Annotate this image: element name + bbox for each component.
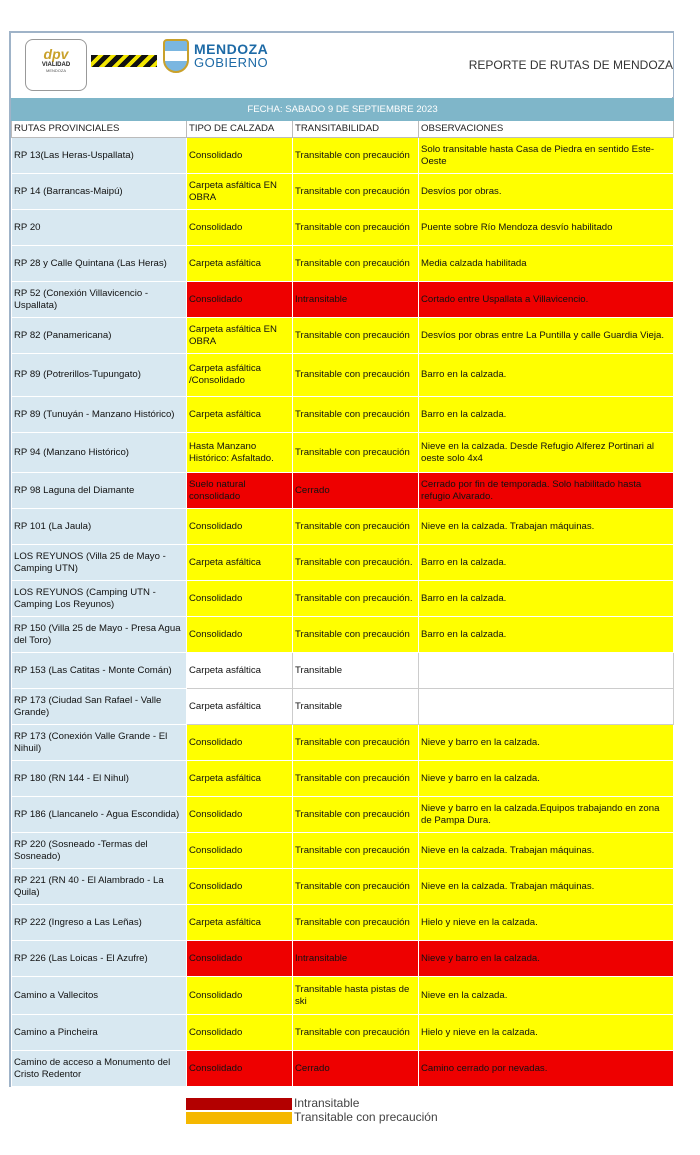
type-cell: Carpeta asfáltica EN OBRA [187, 318, 293, 354]
table-row [12, 689, 674, 725]
route-cell: RP 153 (Las Catitas - Monte Comán) [12, 653, 187, 689]
type-cell: Carpeta asfáltica [187, 689, 293, 725]
vialidad-logo [25, 39, 87, 91]
legend-label-precaucion: Transitable con precaución [294, 1110, 438, 1124]
table-row [12, 977, 674, 1015]
route-cell: RP 82 (Panamericana) [12, 318, 187, 354]
type-cell: Consolidado [187, 282, 293, 318]
routes-table-body [12, 138, 674, 1087]
obs-cell [419, 689, 674, 725]
obs-cell: Nieve y barro en la calzada. [419, 725, 674, 761]
table-row [12, 282, 674, 318]
table-row [12, 1015, 674, 1051]
route-cell: RP 150 (Villa 25 de Mayo - Presa Agua del Toro) [12, 617, 187, 653]
obs-cell: Desvíos por obras. [419, 174, 674, 210]
status-cell: Transitable con precaución [293, 246, 419, 282]
table-row [12, 246, 674, 282]
obs-cell: Puente sobre Río Mendoza desvío habilitado [419, 210, 674, 246]
status-cell: Transitable con precaución [293, 397, 419, 433]
route-cell: RP 222 (Ingreso a Las Leñas) [12, 905, 187, 941]
route-cell: RP 220 (Sosneado -Termas del Sosneado) [12, 833, 187, 869]
col-header-obs: OBSERVACIONES [419, 121, 674, 138]
status-cell: Cerrado [293, 1051, 419, 1087]
status-cell: Transitable con precaución [293, 797, 419, 833]
type-cell: Consolidado [187, 977, 293, 1015]
table-row [12, 473, 674, 509]
route-cell: RP 89 (Tunuyán - Manzano Histórico) [12, 397, 187, 433]
route-cell: Camino a Pincheira [12, 1015, 187, 1051]
gov-name-line1: MENDOZA [194, 41, 269, 57]
mendoza-shield-icon [163, 39, 189, 73]
obs-cell: Cerrado por fin de temporada. Solo habilitado hasta refugio Alvarado. [419, 473, 674, 509]
status-cell: Transitable con precaución [293, 433, 419, 473]
table-row [12, 617, 674, 653]
status-cell: Transitable con precaución [293, 869, 419, 905]
status-cell: Transitable con precaución [293, 174, 419, 210]
route-cell: RP 173 (Conexión Valle Grande - El Nihuil) [12, 725, 187, 761]
type-cell: Consolidado [187, 725, 293, 761]
status-cell: Transitable con precaución [293, 318, 419, 354]
obs-cell: Barro en la calzada. [419, 581, 674, 617]
route-cell: RP 13(Las Heras-Uspallata) [12, 138, 187, 174]
status-cell: Transitable con precaución. [293, 581, 419, 617]
report-header [11, 33, 673, 97]
type-cell: Consolidado [187, 1051, 293, 1087]
route-cell: RP 173 (Ciudad San Rafael - Valle Grande) [12, 689, 187, 725]
type-cell: Consolidado [187, 1015, 293, 1051]
report-date: FECHA: SABADO 9 DE SEPTIEMBRE 2023 [12, 99, 674, 121]
table-row [12, 905, 674, 941]
route-cell: RP 180 (RN 144 - El Nihul) [12, 761, 187, 797]
table-row [12, 509, 674, 545]
type-cell: Carpeta asfáltica EN OBRA [187, 174, 293, 210]
status-cell: Transitable con precaución [293, 210, 419, 246]
status-cell: Transitable con precaución [293, 761, 419, 797]
type-cell: Hasta Manzano Histórico: Asfaltado. [187, 433, 293, 473]
table-row [12, 210, 674, 246]
status-cell: Intransitable [293, 282, 419, 318]
route-cell: LOS REYUNOS (Camping UTN - Camping Los Reyunos) [12, 581, 187, 617]
table-row [12, 397, 674, 433]
obs-cell: Hielo y nieve en la calzada. [419, 905, 674, 941]
status-cell: Cerrado [293, 473, 419, 509]
col-header-type: TIPO DE CALZADA [187, 121, 293, 138]
route-cell: RP 221 (RN 40 - El Alambrado - La Quila) [12, 869, 187, 905]
obs-cell: Hielo y nieve en la calzada. [419, 1015, 674, 1051]
table-row [12, 1051, 674, 1087]
status-cell: Transitable con precaución [293, 138, 419, 174]
obs-cell: Nieve en la calzada. Trabajan máquinas. [419, 833, 674, 869]
vialidad-logo-name: VIALIDAD [41, 62, 71, 68]
route-cell: LOS REYUNOS (Villa 25 de Mayo - Camping UTN) [12, 545, 187, 581]
legend-swatch-intransitable [186, 1098, 292, 1110]
table-row [12, 174, 674, 210]
table-row [12, 653, 674, 689]
obs-cell: Desvíos por obras entre La Puntilla y calle Guardia Vieja. [419, 318, 674, 354]
table-row [12, 725, 674, 761]
status-cell: Transitable hasta pistas de ski [293, 977, 419, 1015]
status-cell: Transitable con precaución [293, 509, 419, 545]
route-cell: RP 226 (Las Loicas - El Azufre) [12, 941, 187, 977]
obs-cell: Nieve en la calzada. Desde Refugio Alferez Portinari al oeste solo 4x4 [419, 433, 674, 473]
type-cell: Consolidado [187, 581, 293, 617]
obs-cell: Nieve en la calzada. Trabajan máquinas. [419, 869, 674, 905]
type-cell: Carpeta asfáltica [187, 761, 293, 797]
table-row [12, 138, 674, 174]
table-row [12, 797, 674, 833]
type-cell: Consolidado [187, 138, 293, 174]
route-cell: RP 14 (Barrancas-Maipú) [12, 174, 187, 210]
route-cell: RP 101 (La Jaula) [12, 509, 187, 545]
table-row [12, 545, 674, 581]
type-cell: Carpeta asfáltica [187, 545, 293, 581]
table-row [12, 318, 674, 354]
obs-cell: Cortado entre Uspallata a Villavicencio. [419, 282, 674, 318]
type-cell: Carpeta asfáltica [187, 905, 293, 941]
obs-cell: Barro en la calzada. [419, 354, 674, 397]
route-cell: RP 28 y Calle Quintana (Las Heras) [12, 246, 187, 282]
route-cell: Camino de acceso a Monumento del Cristo Redentor [12, 1051, 187, 1087]
obs-cell: Nieve en la calzada. Trabajan máquinas. [419, 509, 674, 545]
status-cell: Transitable con precaución [293, 905, 419, 941]
routes-table [11, 98, 674, 1087]
type-cell: Consolidado [187, 797, 293, 833]
date-row [12, 99, 674, 121]
status-cell: Transitable con precaución [293, 833, 419, 869]
type-cell: Carpeta asfáltica /Consolidado [187, 354, 293, 397]
table-row [12, 941, 674, 977]
gov-name-line2: GOBIERNO [194, 55, 269, 70]
table-row [12, 581, 674, 617]
report-title: REPORTE DE RUTAS DE MENDOZA [468, 58, 673, 72]
type-cell: Carpeta asfáltica [187, 246, 293, 282]
route-cell: RP 94 (Manzano Histórico) [12, 433, 187, 473]
type-cell: Suelo natural consolidado [187, 473, 293, 509]
route-cell: RP 186 (Llancanelo - Agua Escondida) [12, 797, 187, 833]
status-cell: Transitable [293, 689, 419, 725]
type-cell: Consolidado [187, 617, 293, 653]
col-header-route: RUTAS PROVINCIALES [12, 121, 187, 138]
route-cell: Camino a Vallecitos [12, 977, 187, 1015]
col-header-status: TRANSITABILIDAD [293, 121, 419, 138]
vialidad-logo-sub: MENDOZA [46, 68, 66, 73]
type-cell: Consolidado [187, 509, 293, 545]
legend-label-intransitable: Intransitable [294, 1096, 360, 1110]
obs-cell: Nieve y barro en la calzada.Equipos trabajando en zona de Pampa Dura. [419, 797, 674, 833]
route-cell: RP 52 (Conexión Villavicencio - Uspallata) [12, 282, 187, 318]
table-row [12, 354, 674, 397]
hazard-stripes [91, 55, 157, 67]
table-row [12, 761, 674, 797]
obs-cell: Nieve en la calzada. [419, 977, 674, 1015]
type-cell: Consolidado [187, 210, 293, 246]
status-cell: Transitable con precaución. [293, 545, 419, 581]
route-cell: RP 20 [12, 210, 187, 246]
status-cell: Transitable con precaución [293, 1015, 419, 1051]
table-row [12, 433, 674, 473]
table-row [12, 833, 674, 869]
type-cell: Consolidado [187, 833, 293, 869]
table-row [12, 869, 674, 905]
status-cell: Transitable con precaución [293, 725, 419, 761]
route-cell: RP 98 Laguna del Diamante [12, 473, 187, 509]
status-cell: Transitable [293, 653, 419, 689]
vialidad-logo-mark: dpv [43, 46, 69, 62]
obs-cell: Nieve y barro en la calzada. [419, 761, 674, 797]
obs-cell: Barro en la calzada. [419, 397, 674, 433]
obs-cell [419, 653, 674, 689]
obs-cell: Camino cerrado por nevadas. [419, 1051, 674, 1087]
type-cell: Consolidado [187, 941, 293, 977]
status-cell: Intransitable [293, 941, 419, 977]
route-cell: RP 89 (Potrerillos-Tupungato) [12, 354, 187, 397]
obs-cell: Nieve y barro en la calzada. [419, 941, 674, 977]
type-cell: Carpeta asfáltica [187, 397, 293, 433]
obs-cell: Media calzada habilitada [419, 246, 674, 282]
column-header-row [12, 121, 674, 138]
obs-cell: Solo transitable hasta Casa de Piedra en sentido Este-Oeste [419, 138, 674, 174]
obs-cell: Barro en la calzada. [419, 617, 674, 653]
obs-cell: Barro en la calzada. [419, 545, 674, 581]
legend-swatch-precaucion [186, 1112, 292, 1124]
type-cell: Carpeta asfáltica [187, 653, 293, 689]
status-cell: Transitable con precaución [293, 617, 419, 653]
type-cell: Consolidado [187, 869, 293, 905]
status-cell: Transitable con precaución [293, 354, 419, 397]
